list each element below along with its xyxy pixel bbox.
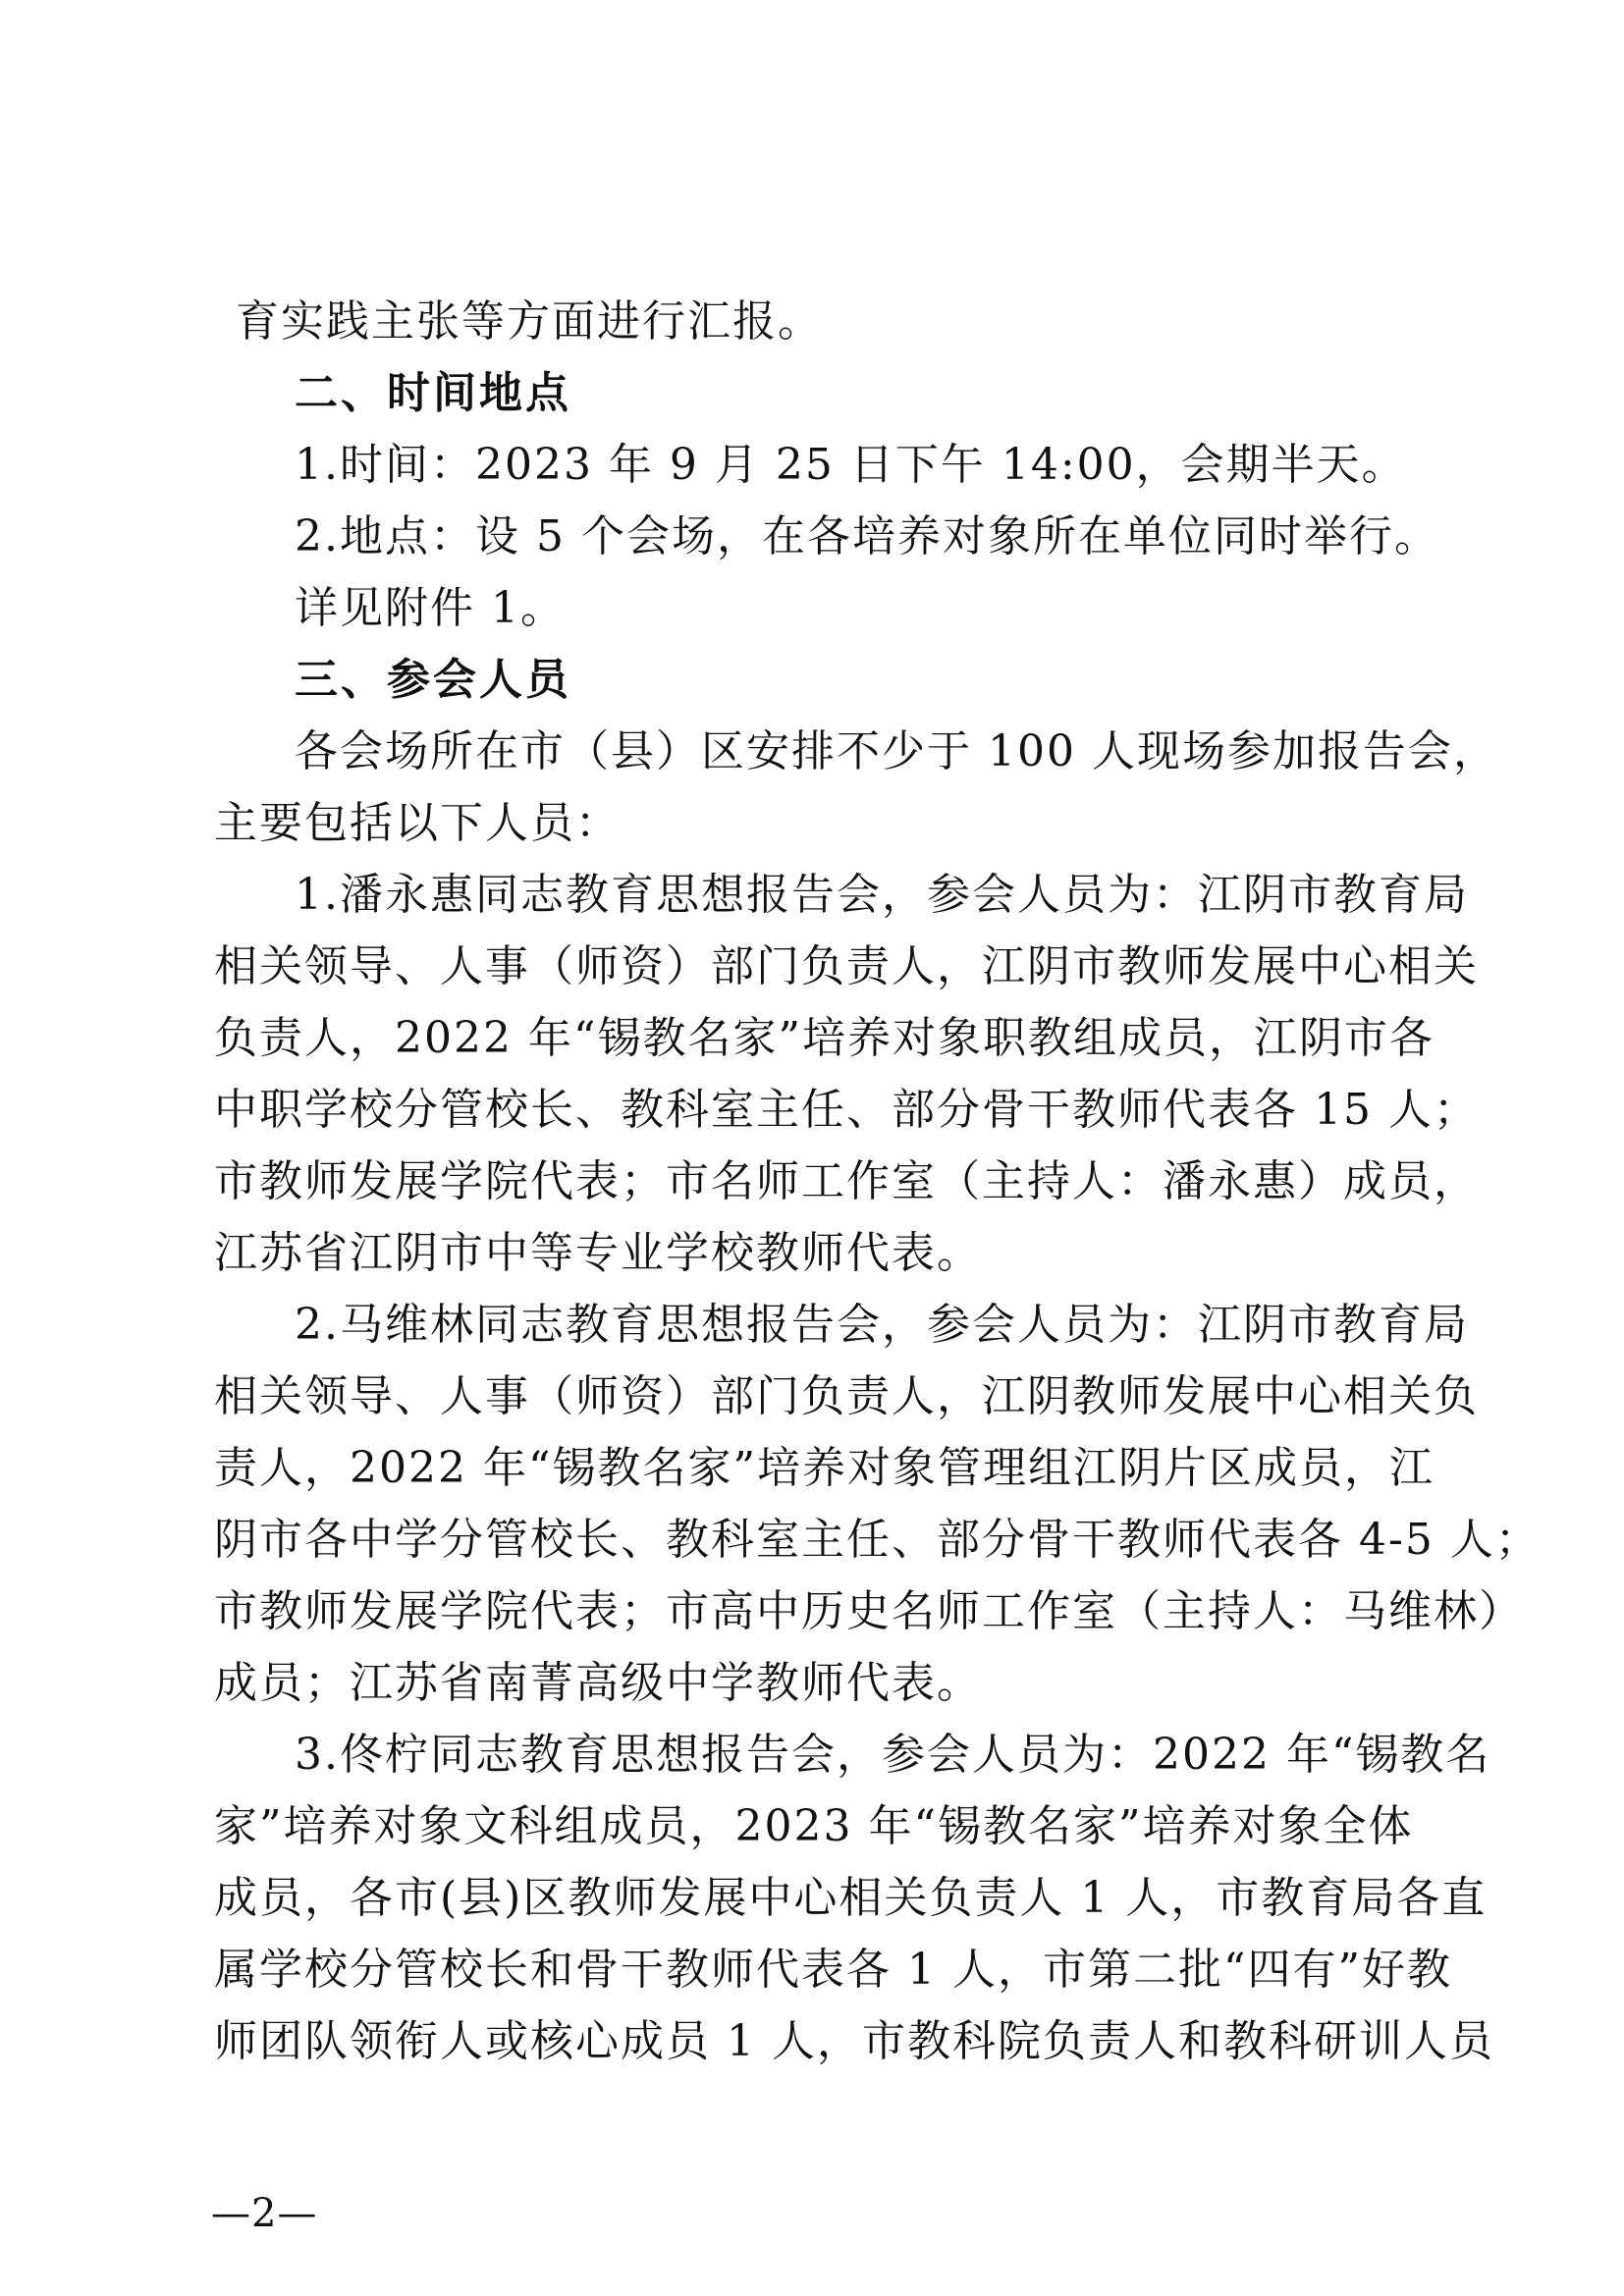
- paragraph-line: 2.马维林同志教育思想报告会，参会人员为：江阴市教育局: [295, 1300, 1469, 1350]
- paragraph-line: 市教师发展学院代表；市高中历史名师工作室（主持人：马维林）: [214, 1586, 1524, 1636]
- paragraph-line: 2.地点：设 5 个会场，在各培养对象所在单位同时举行。: [295, 511, 1439, 561]
- section-heading-time-place: 二、时间地点: [295, 368, 571, 418]
- paragraph-line: 成员，各市(县)区教师发展中心相关负责人 1 人，市教育局各直: [214, 1873, 1488, 1923]
- paragraph-line: 相关领导、人事（师资）部门负责人，江阴市教师发展中心相关: [214, 941, 1479, 991]
- paragraph-line: 1.潘永惠同志教育思想报告会，参会人员为：江阴市教育局: [295, 870, 1469, 920]
- paragraph-line: 师团队领衔人或核心成员 1 人，市教科院负责人和教科研训人员: [214, 2016, 1494, 2066]
- section-heading-attendees: 三、参会人员: [295, 655, 571, 705]
- paragraph-line: 3.佟柠同志教育思想报告会，参会人员为：2022 年“锡教名: [295, 1730, 1491, 1780]
- paragraph-line: 相关领导、人事（师资）部门负责人，江阴教师发展中心相关负: [214, 1371, 1479, 1421]
- paragraph-line: 江苏省江阴市中等专业学校教师代表。: [214, 1228, 982, 1278]
- paragraph-line: 属学校分管校长和骨干教师代表各 1 人，市第二批“四有”好教: [214, 1945, 1452, 1995]
- paragraph-line: 主要包括以下人员：: [214, 798, 621, 848]
- paragraph-line: 详见附件 1。: [295, 583, 566, 633]
- paragraph-line: 市教师发展学院代表；市名师工作室（主持人：潘永惠）成员，: [214, 1156, 1479, 1206]
- paragraph-line: 育实践主张等方面进行汇报。: [236, 296, 823, 347]
- paragraph-line: 各会场所在市（县）区安排不少于 100 人现场参加报告会，: [295, 726, 1498, 776]
- paragraph-line: 成员；江苏省南菁高级中学教师代表。: [214, 1658, 982, 1708]
- paragraph-line: 1.时间：2023 年 9 月 25 日下午 14:00，会期半天。: [295, 440, 1407, 490]
- paragraph-line: 负责人，2022 年“锡教名家”培养对象职教组成员，江阴市各: [214, 1013, 1435, 1063]
- paragraph-line: 中职学校分管校长、教科室主任、部分骨干教师代表各 15 人；: [214, 1085, 1479, 1135]
- paragraph-line: 责人，2022 年“锡教名家”培养对象管理组江阴片区成员，江: [214, 1443, 1435, 1493]
- page-number: —2—: [211, 2191, 318, 2236]
- paragraph-line: 阴市各中学分管校长、教科室主任、部分骨干教师代表各 4-5 人；: [214, 1515, 1541, 1565]
- paragraph-line: 家”培养对象文科组成员，2023 年“锡教名家”培养对象全体: [214, 1801, 1414, 1851]
